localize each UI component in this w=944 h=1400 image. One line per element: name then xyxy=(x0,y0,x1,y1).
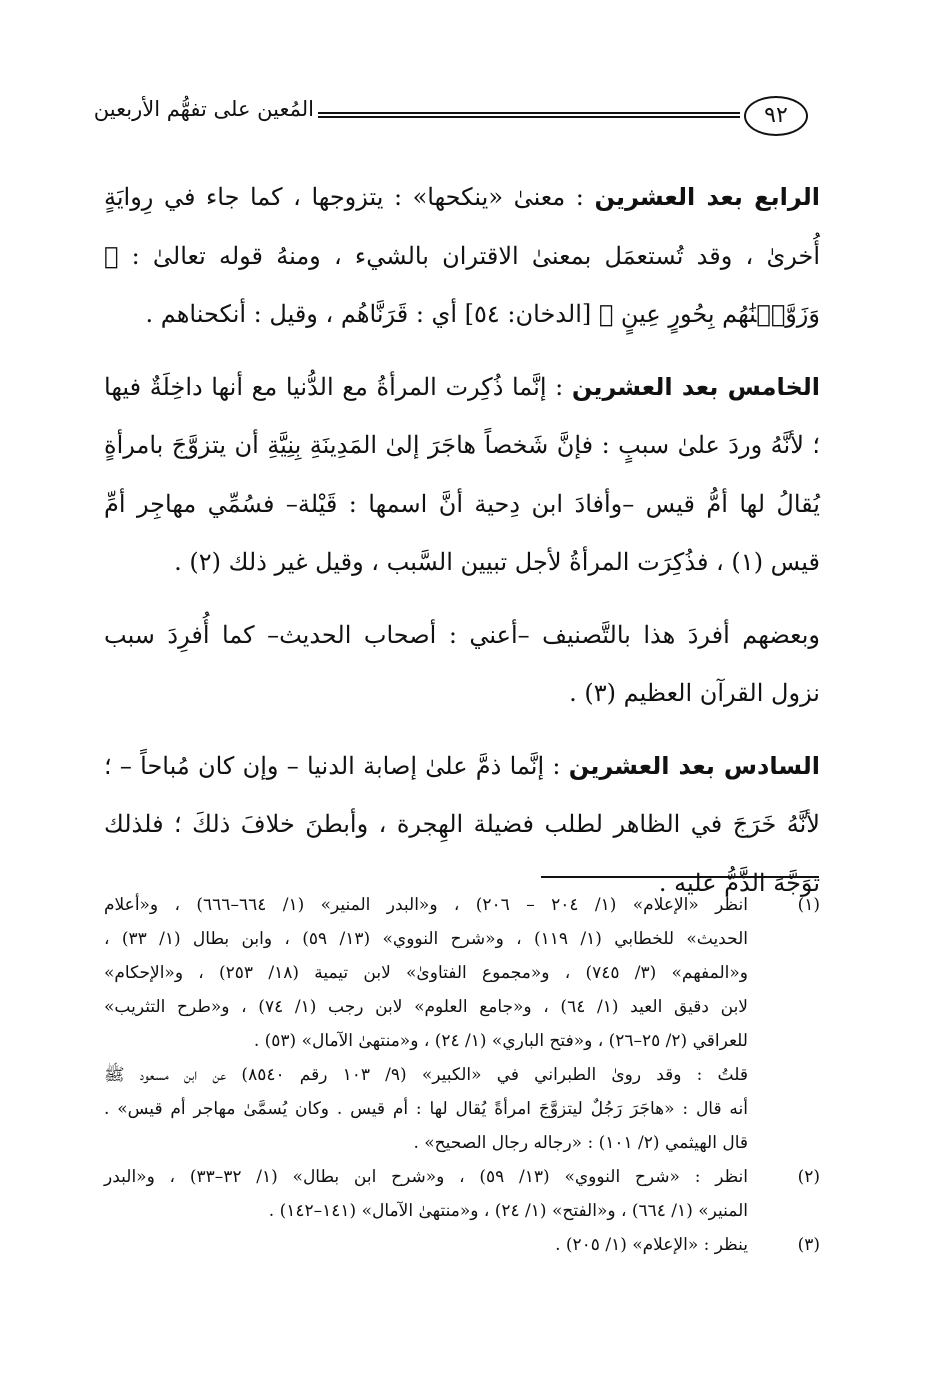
footnote-line: انظر «الإعلام» (١/ ٢٠٤ – ٢٠٦) ، و«البدر المنير» (١/ ٦٦٤–٦٦٦) ، و«أعلام xyxy=(104,895,748,915)
footnote-2 xyxy=(104,1160,820,1228)
footnote-line: لابن دقيق العيد (١/ ٦٤) ، و«جامع العلوم» لابن رجب (١/ ٧٤) ، و«طرح التثريب» xyxy=(104,997,748,1017)
paragraph-26th xyxy=(104,737,820,913)
paragraph-25th xyxy=(104,358,820,592)
footnote-line: ينظر : «الإعلام» (١/ ٢٠٥) . xyxy=(555,1235,748,1255)
footnote-line: للعراقي (٢/ ٢٥–٢٦) ، و«فتح الباري» (١/ ٢٤) ، و«منتهىٰ الآمال» (٥٣) . xyxy=(253,1031,748,1051)
footnote-1 xyxy=(104,888,820,1160)
paragraph-text: : معنىٰ «ينكحها» : يتزوجها ، كما جاء في رِوايَةٍ أُخرىٰ ، وقد تُستعمَل بمعنىٰ الاقتران بالشيء ، ومنهُ قوله تعالىٰ : ﴿ وَزَوَّجۡنَٰهُم بِحُورٍ عِينٍ ﴾ [الدخان: ٥٤] أي : قَرَنَّاهُم ، وقيل : أنكحناهم . xyxy=(104,183,820,328)
footnote-line: انظر : «شرح النووي» (١٣/ ٥٩) ، و«شرح ابن بطال» (١/ ٣٢–٣٣) ، و«البدر xyxy=(104,1167,749,1187)
main-text xyxy=(104,168,820,926)
footnote-line: أنه قال : «هاجَرَ رَجُلٌ ليتزوَّجَ امرأةً يُقال لها : أم قيس . وكان يُسمَّىٰ مهاجر أم قيس» . xyxy=(104,1099,748,1119)
footnote-line: قال الهيثمي (٢/ ١٠١) : «رجاله رجال الصحيح» . xyxy=(413,1133,748,1153)
footnote-number: (٣) xyxy=(797,1235,820,1255)
section-lead-26th: السادس بعد العشرين xyxy=(568,751,820,780)
paragraph-text: وبعضهم أفردَ هذا بالتَّصنيف –أعني : أصحاب الحديث– كما أُفرِدَ سبب نزول القرآن العظيم (٣) . xyxy=(104,620,820,707)
section-lead-25th: الخامس بعد العشرين xyxy=(571,372,820,401)
footnote-line: المنير» (١/ ٦٦٤) ، و«الفتح» (١/ ٢٤) ، و«منتهىٰ الآمال» (١٤١–١٤٢) . xyxy=(268,1201,748,1221)
page-number-oval: ٩٢ xyxy=(744,96,808,136)
header-double-rule xyxy=(318,112,740,118)
footnotes xyxy=(104,888,820,1262)
paragraph-authors xyxy=(104,606,820,723)
footnote-line: الحديث» للخطابي (١/ ١١٩) ، و«شرح النووي» (١٣/ ٥٩) ، وابن بطال (١/ ٣٣) ، xyxy=(104,929,748,949)
footnote-line: و«المفهم» (٣/ ٧٤٥) ، و«مجموع الفتاوىٰ» لابن تيمية (١٨/ ٢٥٣) ، و«الإحكام» xyxy=(104,963,748,983)
footnote-3 xyxy=(104,1228,820,1262)
footnote-line: قلتُ : وقد روىٰ الطبراني في «الكبير» (٩/ ١٠٣ رقم ٨٥٤٠) عن ابن مسعود ﷺ xyxy=(104,1065,748,1085)
paragraph-text: : إنَّما ذُكِرت المرأةُ مع الدُّنيا مع أنها داخِلَةٌ فيها ؛ لأنَّهُ وردَ علىٰ سببٍ : فإنَّ شَخصاً هاجَرَ إلىٰ المَدِينَةِ بِنِيَّةِ أن يتزوَّجَ بامرأةٍ يُقالُ لها أمُّ قيس –وأفادَ ابن دِحية أنَّ اسمها : قَيْلة– فسُمِّي مهاجِر أمِّ قيس (١) ، فذُكِرَت المرأةُ لأجل تبيين السَّبب ، وقيل غير ذلك (٢) . xyxy=(104,372,820,576)
running-header-title: المُعين على تفهُّم الأربعين xyxy=(93,97,314,121)
paragraph-text: : إنَّما ذمَّ علىٰ إصابة الدنيا – وإن كان مُباحاً – ؛ لأنَّهُ خَرَجَ في الظاهر لطلب فضيلة الهِجرة ، وأبطنَ خلافَ ذلكَ ؛ فلذلك توَجَّهَ الذَّمُّ عليه . xyxy=(104,751,820,897)
paragraph-24th xyxy=(104,168,820,344)
footnote-number: (١) xyxy=(797,895,820,915)
footnote-separator xyxy=(541,876,819,878)
section-lead-24th: الرابع بعد العشرين xyxy=(594,183,820,211)
footnote-number: (٢) xyxy=(797,1167,820,1187)
